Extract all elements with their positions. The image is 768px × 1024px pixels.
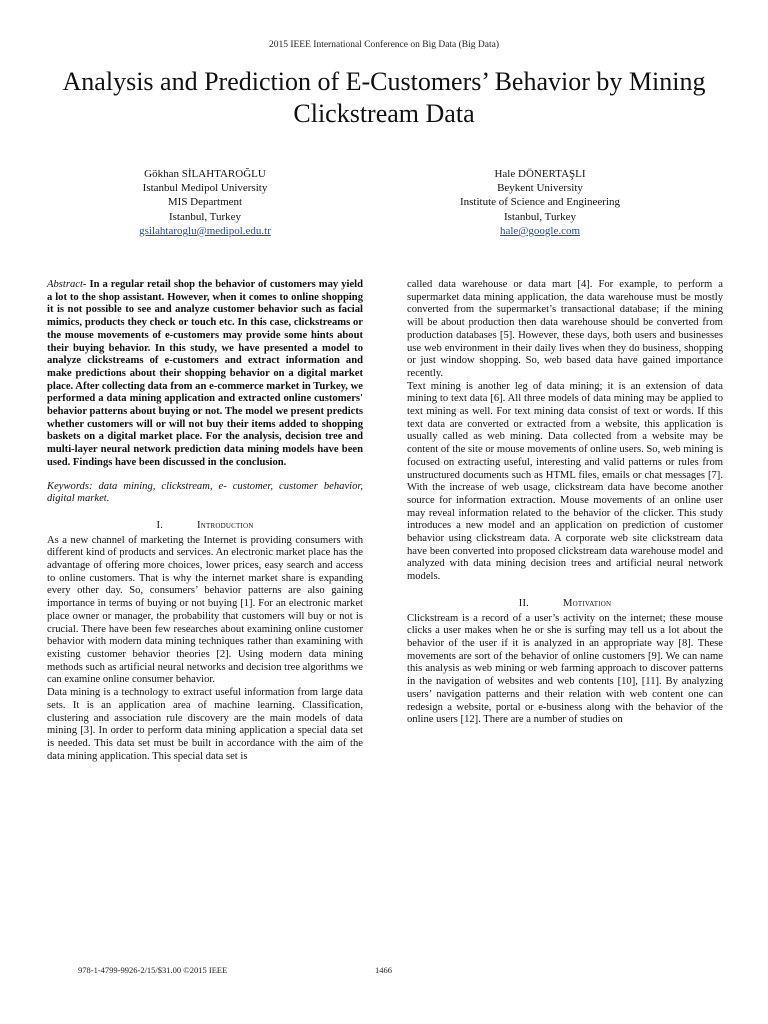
author-email-link[interactable]: hale@google.com [499, 224, 581, 237]
author-department: Institute of Science and Engineering [459, 196, 621, 209]
paragraph: As a new channel of marketing the Internet is providing consumers with different kind of products and services. An electronic market place has the advantage of offering more choices, lower prices, easy search and access to online customers. That is why the internet market share is expanding every other day. So, consumers’ behavior patterns are also gaining importance in terms of buying or not buying [1]. For an electronic market place owner or manager, the probability that customers will buy or not is crucial. There have been few researches about examining online customer behavior with modern data mining techniques rather than examining with existing customer behavior theories [2]. Using modern data mining methods such as artificial neural networks and decision tree algorithms we can examine online consumer behavior. [47, 534, 363, 686]
section-title: Introduction [197, 519, 254, 531]
author-name: Hale DÖNERTAŞLI [494, 168, 586, 180]
author-location: Istanbul, Turkey [168, 210, 242, 223]
author-name: Gökhan SİLAHTAROĞLU [144, 168, 266, 180]
section-number: II. [518, 597, 530, 609]
section-title: Motivation [563, 597, 612, 609]
section-heading-motivation [407, 598, 723, 611]
left-column [47, 279, 363, 763]
author-affiliation: Beykent University [497, 182, 583, 195]
right-column [407, 279, 723, 727]
page-number: 1466 [375, 965, 392, 975]
paragraph: Clickstream is a record of a user’s activity on the internet; these mouse clicks a user makes when he or she is surfing may tell us a lot about the behavior of the user if it is analyzed in an appropriate way [8]. These movements are sort of the behavior of online customers [9]. We can name this analysis as web mining or web farming approach to discover patterns in the navigation of websites and web contents [10], [11]. By analyzing users’ navigation patterns and their relation with web content one can redesign a website, portal or e-business along with the behavior of the online users [12]. There are a number of studies on [407, 612, 723, 726]
abstract-label: Abstract- [47, 279, 87, 290]
paragraph: Text mining is another leg of data mining; it is an extension of data mining to text data [6]. All three models of data mining may be applied to text mining as well. For text mining data consist of text or words. If this text data are converted or extracted from a website, this application is usually called as web mining. Data collected from a website may be content of the site or mouse movements of online users. So, web mining is focused on extracting useful, interesting and valid patterns or rules from unstructured documents such as HTML files, emails or chat messages [7]. With the increase of web usage, clickstream data have become another source for information extraction. Mouse movements of an online user may reveal information related to the behavior of the clicker. This study introduces a new model and an application on prediction of customer behavior using clickstream data. A corporate web site clickstream data have been converted into proposed clickstream data warehouse model and analyzed with data mining decision trees and artificial neural network models. [407, 380, 723, 583]
author-email-link[interactable]: gsilahtaroglu@medipol.edu.tr [139, 224, 271, 237]
abstract-text: In a regular retail shop the behavior of customers may yield a lot to the shop assistant. However, when it comes to online shopping it is not possible to see and analyze customer behavior such as facial mimics, products they check or touch etc. In this case, clickstreams or the mouse movements of e-customers may provide some hints about their buying behavior. In this study, we have presented a model to analyze clickstreams of e-customers and extract information and make predictions about their shopping behavior on a digital market place. After collecting data from an e-commerce market in Turkey, we performed a data mining application and extracted online customers' behavior patterns about buying or not. The model we present predicts whether customers will or will not buy their items added to shopping baskets on a digital market place. For the analysis, decision tree and multi-layer neural network prediction data mining models have been used. Findings have been discussed in the conclusion. [47, 279, 363, 468]
author-block-2 [390, 167, 690, 238]
author-location: Istanbul, Turkey [503, 210, 577, 223]
paragraph: Data mining is a technology to extract useful information from large data sets. It is an application area of machine learning. Classification, clustering and association rule discovery are the main models of data mining [3]. In order to perform data mining application a special data set is needed. This data set must be built in accordance with the aim of the data mining application. This special data set is [47, 687, 363, 762]
paragraph: called data warehouse or data mart [4]. For example, to perform a supermarket data mining application, the data warehouse must be mostly converted from the supermarket’s transactional database; if the mining will be about production then data warehouse should be converted from production databases [5]. However, these days, both users and businesses use web environment in their daily lives when they do business, shopping or just window shopping. So, web based data have gained importance recently. [407, 279, 723, 379]
footer-isbn: 978-1-4799-9926-2/15/$31.00 ©2015 IEEE [78, 965, 228, 975]
keywords: Keywords: data mining, clickstream, e- customer, customer behavior, digital market. [47, 480, 363, 505]
section-heading-introduction [47, 520, 363, 533]
author-affiliation: Istanbul Medipol University [142, 182, 268, 195]
author-department: MIS Department [167, 196, 243, 209]
author-block-1 [55, 167, 355, 238]
abstract [47, 279, 363, 470]
section-number: I. [156, 519, 164, 531]
conference-header: 2015 IEEE International Conference on Big Data (Big Data) [268, 40, 500, 50]
paper-title: Analysis and Prediction of E-Customers’ Behavior by Mining Clickstream Data [62, 67, 706, 128]
